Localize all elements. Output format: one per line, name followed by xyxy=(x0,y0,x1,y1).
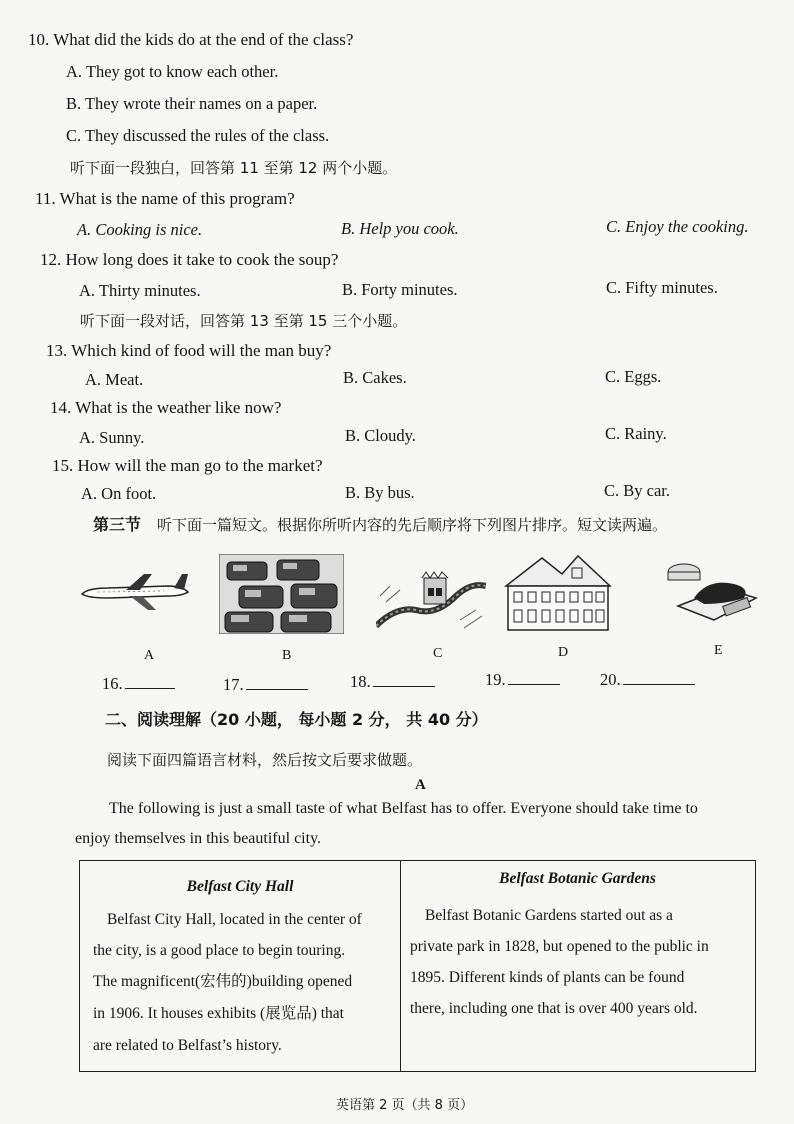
traffic-cars-icon xyxy=(219,554,344,634)
instruction-13-15: 听下面一段对话，回答第 13 至第 15 三个小题。 xyxy=(80,312,408,330)
section-3-text: 听下面一篇短文。根据你所听内容的先后顺序将下列图片排序。短文读两遍。 xyxy=(157,516,668,534)
q11-option-b: B. Help you cook. xyxy=(341,219,459,238)
q12-option-c: C. Fifty minutes. xyxy=(606,278,718,297)
left-cell-line-1: Belfast City Hall, located in the center of xyxy=(107,911,362,928)
q11-option-c: C. Enjoy the cooking. xyxy=(606,217,749,236)
picture-label-b: B xyxy=(282,648,292,663)
building-icon xyxy=(502,552,614,632)
q11-option-a: A. Cooking is nice. xyxy=(77,220,203,239)
q10-option-b: B. They wrote their names on a paper. xyxy=(66,94,318,113)
answer-blank-18[interactable]: 18. xyxy=(350,672,435,692)
answer-blank-16[interactable]: 16. xyxy=(102,674,175,694)
question-14: 14. What is the weather like now? xyxy=(50,398,282,417)
great-wall-icon xyxy=(376,566,486,634)
question-13: 13. Which kind of food will the man buy? xyxy=(46,341,332,360)
right-cell-title: Belfast Botanic Gardens xyxy=(499,870,656,887)
q10-option-c: C. They discussed the rules of the class. xyxy=(66,126,330,145)
left-cell-line-3: The magnificent(宏伟的)building opened xyxy=(93,973,353,990)
answer-blank-17[interactable]: 17. xyxy=(223,675,308,695)
q14-option-b: B. Cloudy. xyxy=(345,426,416,445)
passage-label: A xyxy=(415,777,426,793)
right-cell-line-1: Belfast Botanic Gardens started out as a xyxy=(425,907,673,924)
picture-label-a: A xyxy=(144,648,155,663)
question-12: 12. How long does it take to cook the soup? xyxy=(40,250,339,269)
answer-blank-19[interactable]: 19. xyxy=(485,670,560,690)
reading-heading: 二、阅读理解（20 小题， 每小题 2 分， 共 40 分） xyxy=(105,710,488,729)
q10-option-a: A. They got to know each other. xyxy=(66,62,279,81)
q14-option-c: C. Rainy. xyxy=(605,424,667,443)
instruction-11-12: 听下面一段独白，回答第 11 至第 12 两个小题。 xyxy=(70,159,398,177)
question-11: 11. What is the name of this program? xyxy=(35,189,295,208)
reading-instruction: 阅读下面四篇语言材料，然后按文后要求做题。 xyxy=(107,751,423,769)
q15-option-a: A. On foot. xyxy=(81,484,157,503)
q15-option-b: B. By bus. xyxy=(345,483,415,502)
section-3-label: 第三节 xyxy=(93,515,142,534)
q12-option-a: A. Thirty minutes. xyxy=(79,281,201,300)
picture-label-e: E xyxy=(714,643,723,658)
q12-option-b: B. Forty minutes. xyxy=(342,280,458,299)
q14-option-a: A. Sunny. xyxy=(79,428,145,447)
page-footer: 英语第 2 页（共 8 页） xyxy=(336,1098,474,1113)
left-cell-line-2: the city, is a good place to begin touring. xyxy=(93,942,346,959)
left-cell-line-4: in 1906. It houses exhibits (展览品) that xyxy=(93,1005,344,1022)
passage-intro-line-1: The following is just a small taste of what Belfast has to offer. Everyone should take time to xyxy=(109,800,698,817)
q13-option-c: C. Eggs. xyxy=(605,367,662,386)
section-3-instruction xyxy=(93,512,667,535)
right-cell-line-2: private park in 1828, but opened to the public in xyxy=(410,938,709,955)
airplane-icon xyxy=(78,570,190,614)
right-cell-line-3: 1895. Different kinds of plants can be found xyxy=(410,969,685,986)
passage-intro-line-2: enjoy themselves in this beautiful city. xyxy=(75,830,322,847)
food-plate-icon xyxy=(664,558,760,624)
picture-label-d: D xyxy=(558,645,569,660)
q13-option-a: A. Meat. xyxy=(85,370,144,389)
q13-option-b: B. Cakes. xyxy=(343,368,407,387)
table-divider xyxy=(400,860,401,1072)
right-cell-line-4: there, including one that is over 400 years old. xyxy=(410,1000,698,1017)
picture-label-c: C xyxy=(433,646,443,661)
left-cell-title: Belfast City Hall xyxy=(186,878,294,895)
question-15: 15. How will the man go to the market? xyxy=(52,456,323,475)
left-cell-line-5: are related to Belfast’s history. xyxy=(93,1037,282,1054)
question-10: 10. What did the kids do at the end of the class? xyxy=(28,30,354,49)
answer-blank-20[interactable]: 20. xyxy=(600,670,695,690)
q15-option-c: C. By car. xyxy=(604,481,670,500)
